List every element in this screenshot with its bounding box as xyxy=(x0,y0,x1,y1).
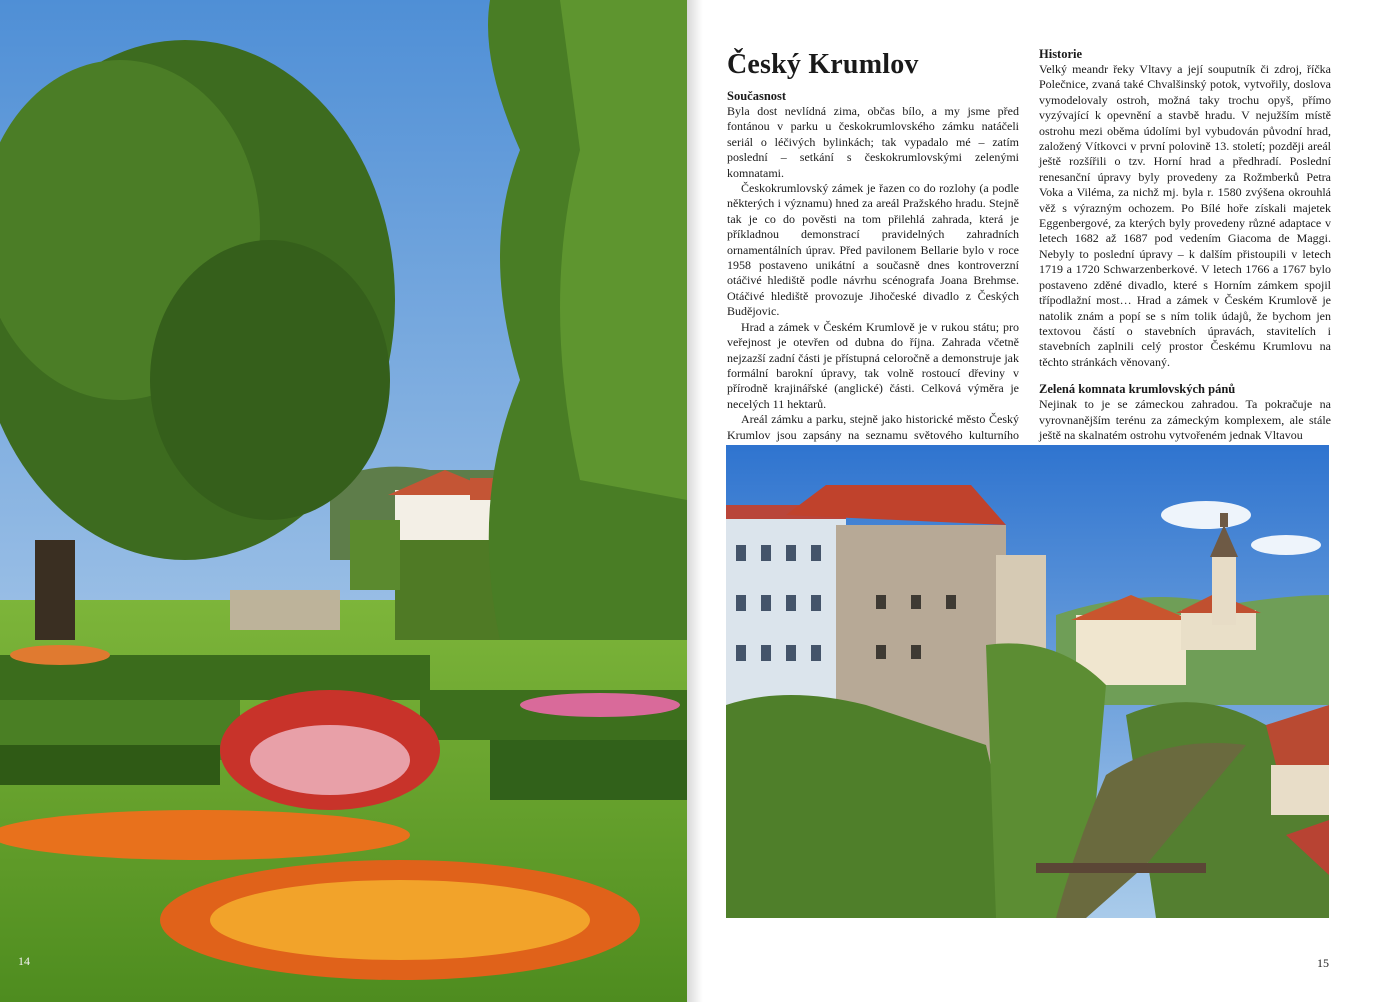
section-heading-historie: Historie xyxy=(1039,47,1083,61)
castle-photo xyxy=(726,445,1329,918)
section-heading-zelena-komnata: Zelená komnata krumlovských pánů xyxy=(1039,382,1236,397)
paragraph: Velký meandr řeky Vltavy a její souputník či zdroj, říčka Polečnice, zvaná také Chvalšinský potok, vytvořily, doslova vymodelovaly ostroh, možná taky trochu opyš, přímo vyzývající k opevnění a stavbě hradu. V nejužším místě ostrohu mezi oběma údolími byl vybudován původní hrad, založený Vítkovci v první polovině 13. století; později areál ještě rozšířili o tzv. Horní hrad a předhradí. Poslední renesanční úpravy byly provedeny za Rožmberků Petra Voka a Viléma, za nichž mj. byla r. 1580 zvýšena okrouhlá věž s výrazným ochozem. Po Bílé hoře získali majetek Eggenbergové, za kterých byly provedeny různé adaptace v letech 1682 až 1687 pod vedením Giacoma de Maggi. Nebyly to poslední úpravy – k dalším přistoupili v letech 1719 a 1720 Schwarzenberkové. V letech 1766 a 1767 bylo postaveno zděné divadlo, které s Horním zámkem spojil třípodlažní most… Hrad a zámek v Českém Krumlově je natolik znám a popí se s ním tolik údajů, že bychom jen textovou částí o stavebních úpravách, stavitelích i stavebních zaplnili celý prostor Českému Krumlovu na těchto stránkách věnovaný. xyxy=(1039,62,1331,369)
text-column-left xyxy=(727,47,1019,458)
text-column-right xyxy=(1039,47,1331,443)
garden-photo xyxy=(0,0,687,1002)
paragraph: Areál zámku a parku, stejně jako historické město Český Krumlov jsou zapsány na seznamu světového kulturního xyxy=(727,412,1019,442)
paragraph: Byla dost nevlídná zima, občas bílo, a my jsme před fontánou v parku u českokrumlovského zámku natáčeli seriál o léčivých bylinkách; tak vypadalo mé – zatím poslední – setkání s českokrumlovskými zelenými komnatami. xyxy=(727,104,1019,180)
paragraph: Českokrumlovský zámek je řazen co do rozlohy (a podle některých i významu) hned za areál Pražského hradu. Stejně tak je co do pověsti na tom přilehlá zahrada, která je příkladnou demonstrací pravidelných zahradních ornamentálních úprav. Před pavilonem Bellarie bylo v roce 1958 postaveno unikátní a současně dnes kontroverzní otáčivé hlediště podle návrhu scénografa Joana Brehmse. Otáčivé hlediště provozuje Jihočeské divadlo z Českých Budějovic. xyxy=(727,181,1019,319)
right-page xyxy=(713,0,1377,1002)
paragraph: Nejinak to je se zámeckou zahradou. Ta pokračuje na vyrovnanějším terénu za zámeckým komplexem, ale stále ještě na skalnatém ostrohu vytvořeném jednak Vltavou xyxy=(1039,397,1331,442)
page-title: Český Krumlov xyxy=(727,49,919,80)
paragraph: Hrad a zámek v Českém Krumlově je v rukou státu; pro veřejnost je otevřen od dubna do října. Zahrada včetně nejzazší zadní části je přístupná celoročně a demonstruje jak formální barokní úpravy, tak volně rostoucí dřeviny v přírodně krajinářské (anglické) části. Celková výměra je necelých 11 hektarů. xyxy=(727,319,1019,411)
book-gutter xyxy=(687,0,713,1002)
left-page xyxy=(0,0,687,1002)
page-number-right: 15 xyxy=(1317,956,1329,970)
section-heading-soucasnost: Současnost xyxy=(727,89,787,103)
page-number-left: 14 xyxy=(18,954,30,968)
